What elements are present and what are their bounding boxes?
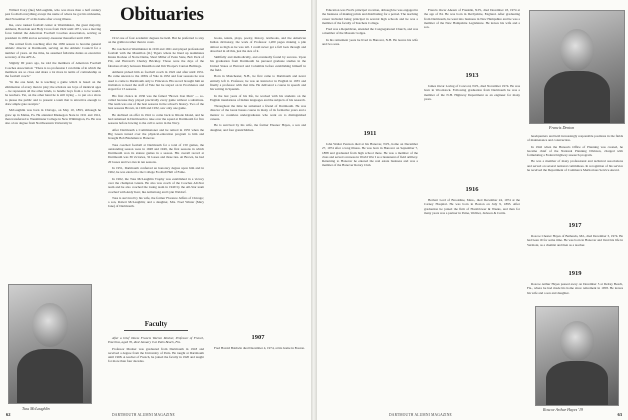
year-heading-1913: 1913 [465, 72, 479, 79]
paragraph: McLaughlin was born in Chicago, on May 10, 1893, although he grew up in Maine, Pa. He attended Muskegon State in 1911 and 1912, then transferred to Westminster College in New Wilmington, Pa. He was also a law degree from Northwestern University in [5, 108, 101, 126]
paragraph: Roscoe Chester Hayes of Bethesda, Md., died December 3, 1974. He had been ill for some time. He was born in Hanover and lived his life in Vermont, as a chemist and then as a teacher. [527, 234, 623, 247]
left-column-1 [5, 8, 101, 270]
left-column-2 [108, 36, 204, 296]
paragraph: Education was Fred's principal vocation, although he was engaged in the business of making prints and distributing for a period. The teaching career included being principal in several high schools and he was a member of the faculty of Teachers College. [322, 8, 418, 25]
paragraph: Herbert Lord of Brookline, Mass., died December 24, 1974 at the Carney Hospital. He was born in Boston on July 9, 1893. After graduation he joined the firm of Hornblower & Weeks, and then for many years was a partner in Paine, Webber, Jackson & Curtis. [424, 198, 520, 215]
right-column-3 [527, 134, 623, 220]
right-column-1 [322, 8, 418, 126]
paragraph: After Dartmouth a Commissioner and he retired in 1955 when the Big Green turned over the physical-education program to him and brought Bob Blackman to Hanover. [108, 127, 204, 141]
portrait-photo-hayes [535, 306, 619, 406]
class-1911-column [322, 142, 418, 404]
faculty-rule [124, 330, 188, 331]
paragraph: Born in Manchester, N.H., he first came to Dartmouth and never entirely left it. Professor, he was an instructor in English in 1935 and finally a professor with that title. He delivered a course in speech and his writing in Spanish. [210, 74, 306, 92]
year-heading-1917: 1917 [568, 222, 582, 229]
portrait-photo-mclaughlin [8, 284, 92, 404]
paragraph: James Oscar Loring of Concord, N.H., died November 1974. He was born in Woodstock. Following graduation from Dartmouth he was a member of the N.H. Highway Department as an engineer for many years. [424, 84, 520, 101]
year-heading-1916: 1916 [465, 186, 479, 193]
paragraph: In 1951, Dartmouth conferred an honorary degree upon him and in 1962, he was elected to the College Football Hall of Fame. [108, 166, 204, 175]
paragraph: headquarters and held increasingly responsible positions in the fields of maintenance and construction. [527, 134, 623, 143]
left-page [0, 0, 311, 420]
heading-rule [110, 30, 306, 31]
class-1913-column [424, 84, 520, 180]
paragraph: Professor Mosher was graduated from Dartmouth in 1918 and received a degree from the University of Paris. He taught at Dartmouth until 1968. A teacher of French, he joined the faculty in 1920 and taught for more than four decades. [108, 346, 204, 364]
portrait-photo-denton [529, 10, 625, 124]
class-1917-column [527, 234, 623, 268]
photo-caption: Francis Denton [549, 125, 575, 130]
paragraph: Tuss is survived by his wife, the former Florence Jeffers of Chicago; a son, Robert McLaughlin; and a daughter, Mrs. Noel Winter (Mary Jane) of Dartmouth. [108, 195, 204, 209]
paragraph: He declined an offer in 1941 to come back to Rhode Island, and he had remained in Dartmouth to take over the squad at Dartmouth for five seasons before bowing to the call to serve in the Navy. [108, 112, 204, 126]
portrait-head [32, 303, 68, 347]
paragraph: Slightly 90 years ago, he told the members of American Football Coaches Association: "There is no profession I can think of in which the members are so close and share a lot more in terms of comradeship as the football coach." [5, 61, 101, 79]
portrait-head [560, 321, 594, 361]
page-number-right: 63 [617, 412, 622, 417]
page-number-left: 62 [6, 412, 11, 417]
year-heading-1911: 1911 [363, 130, 377, 137]
class-1907-column [210, 346, 306, 406]
paragraph: Francis Oscar Ahearn of Franklin, N.H., died December 18, 1974 at the age of 84. He was born in Derbyshire, England. After graduating from Dartmouth, he went into business in New Hampshire and he was a member of the New Hampshire Legislature. He leaves his wife and a son. [424, 8, 520, 30]
right-page [317, 0, 628, 420]
paragraph: He was a member of many professional and technical associations and served on several national committees. In recognition of his service he received the Department of Commerce Meritorious Service Award. [527, 159, 623, 173]
photo-caption: Tuss McLaughlin [22, 406, 50, 411]
paragraph: Tuss coached football at Dartmouth for a total of 150 games, the outstanding season were in 1948 and 1949, the first seasons in which Dartmouth won its stature games in a season. His overall record at Dartmouth was 36 victories, 32 losses and three ties. At Brown, he had 20 losses and two ties in ten seasons. [108, 142, 204, 164]
paragraph: After a brief illness Francis Warren Mosher, Professor of French, Emeritus, aged 76, died January 9 at Palm Beach, Fla. [108, 336, 204, 345]
paragraph: In 1962, the Tuss McLaughlin Trophy was established in a victory over the champion Giants. He also was coach of the Coaches All-Star team and he also coached the losing team in 1949 by the All-Star team coached with Andy Kerr, Ike Armstrong and Lynn Waldorf. [108, 176, 204, 194]
paragraph: He coached at Westminster in 1916 and 1921 and played professional football with the Massillon (O.) Tigers where he lined up teammates Knute Rockne of Notre Dame, Short Miller of Penn State, Bob Peck of Pitt, and Harvard's Charley Brickley. Those were the days of the fabulous rivalry between Massillon and Jim Thorpe's Canton Bulldogs. [108, 46, 204, 68]
obituaries-heading: Obituaries [120, 4, 204, 25]
faculty-heading: Faculty [144, 320, 168, 328]
paragraph: In the last years of his life, he worked with his students on the English translations of Indian languages and the subjects of his research. [210, 93, 306, 102]
left-column-3 [210, 36, 306, 326]
paragraph: Fred Harold Baldwin died December 4, 1974, at his home in Boston. [214, 346, 305, 350]
photo-caption: Roscoe Arthur Hayes '19 [543, 407, 583, 412]
paragraph: Amherst picked him as football coach in 1922 and after until 1931. He came uneven to the 1930s of Yale in 1932 and four seasons he was used to come to Dartmouth only to Princeton. His record brought him an invitation to head the staff of Yale but he stayed on in Providence and stayed for 15 seasons. [108, 70, 204, 92]
year-heading-1919: 1919 [568, 270, 582, 277]
portrait-body [546, 361, 608, 405]
class-1919-column [527, 282, 623, 302]
paragraph: In his retirement years he lived in Hanover, N.H. He leaves his wife and two sons. [322, 37, 418, 47]
portrait-body [544, 71, 610, 123]
right-column-2-top [424, 8, 520, 68]
portrait-body [17, 349, 83, 403]
paragraph: Throughout the time he remained a friend of Dartmouth. He was director of the Great Issues course in many of its formative years and a mentor to countless undergraduates who went on to distinguished careers. [210, 104, 306, 122]
year-heading-1907: 1907 [251, 334, 265, 341]
footer-right: DARTMOUTH ALUMNI MAGAZINE [389, 413, 452, 417]
paragraph: Willard Ivory (Ike) McLaughlin, who was more than a half century past football everything except the name of where he got his nickname, died November 27 at his home after a long illness. [5, 8, 101, 21]
paragraph: 1912 one of four academic degrees he held. But he preferred to stay on the gridiron rather than in court. [108, 36, 204, 45]
paragraph: "In the one hand, he is teaching a game which is based on the elimination of every man in play; the scholars are boys of identical ages ... he represents all the other kinds, to handle boys from a to be would-be teachers. Yet, on the other hand he is still trying ... to put on a show to please the public and to present a team that is attractive enough to draw ample gate receipts." [5, 80, 101, 106]
paragraph: books, tennis, plays, poetry, history, textbooks, and the American Indian dictionary, the work of Professor 1,200 pages making a pile almost as high as he was tall. I could never get a full look through and absorbed in all this, just the size of it. [210, 36, 306, 53]
paragraph: The retired from coaching after the 1936 season to become general athletic director at Dartmouth, serving on the Athletic Council for a number of years. At the time, he assumed full-time duties as executive secretary of the AFCA. [5, 42, 101, 59]
paragraph: Skillfully and methodically, and eventually found by success. Upon his graduation from Dartmouth he pursued graduate studies in the United States at Harvard and Columbia before establishing himself in the field. [210, 55, 306, 73]
paragraph: John Walter Pearson died at his Hanover, N.H., home on December 27, 1974 after a long illness. He was born in Hanover on September 7, 1888 and graduated from high school there. He was a member of the class and served overseas in World War I as a lieutenant of field artillery. Returning to Hanover he entered the real estate business and was a member of the Hanover Rotary Club. [322, 142, 418, 168]
class-1916-column [424, 198, 520, 404]
paragraph: Fred was a Republican, attended the Congregational Church, and was a member of the Masonic lodges. [322, 27, 418, 36]
footer-left: DARTMOUTH ALUMNI MAGAZINE [112, 413, 175, 417]
paragraph: He is survived by his wife, the former Eleanor Hayes, a son and daughter, and four grandchildren. [210, 123, 306, 132]
paragraph: His first choice in 1936 was the famed "Brown Iron Men" — so-called because they played practically every game without a substitute. The team was one of the best seasons in the school's history. Two of the best seasons Brown, in 1926 and 1932, saw only one game. [108, 93, 204, 111]
portrait-head [560, 29, 594, 71]
paragraph: In 1942 when the Bureau's Office of Planning was created, he became chief of the National Planning Division, charged with formulating a Federal highway research program. [527, 144, 623, 158]
paragraph: Ike, once ranked football center at Westminster, the great majority, Amherst, Bowdoin and Holy Cross from 1922 until 1971, was a moving force behind the American Football Coaches Association, serving as president in 1936 and as secretary-treasurer thereafter until 1967. [5, 22, 101, 40]
faculty-column [108, 336, 204, 408]
paragraph: Roscoe Arthur Hayes passed away on December 5 at Delray Beach, Fla., where he had made his home since retirement in 1958. He leaves his wife and a son and daughter. [527, 282, 623, 295]
